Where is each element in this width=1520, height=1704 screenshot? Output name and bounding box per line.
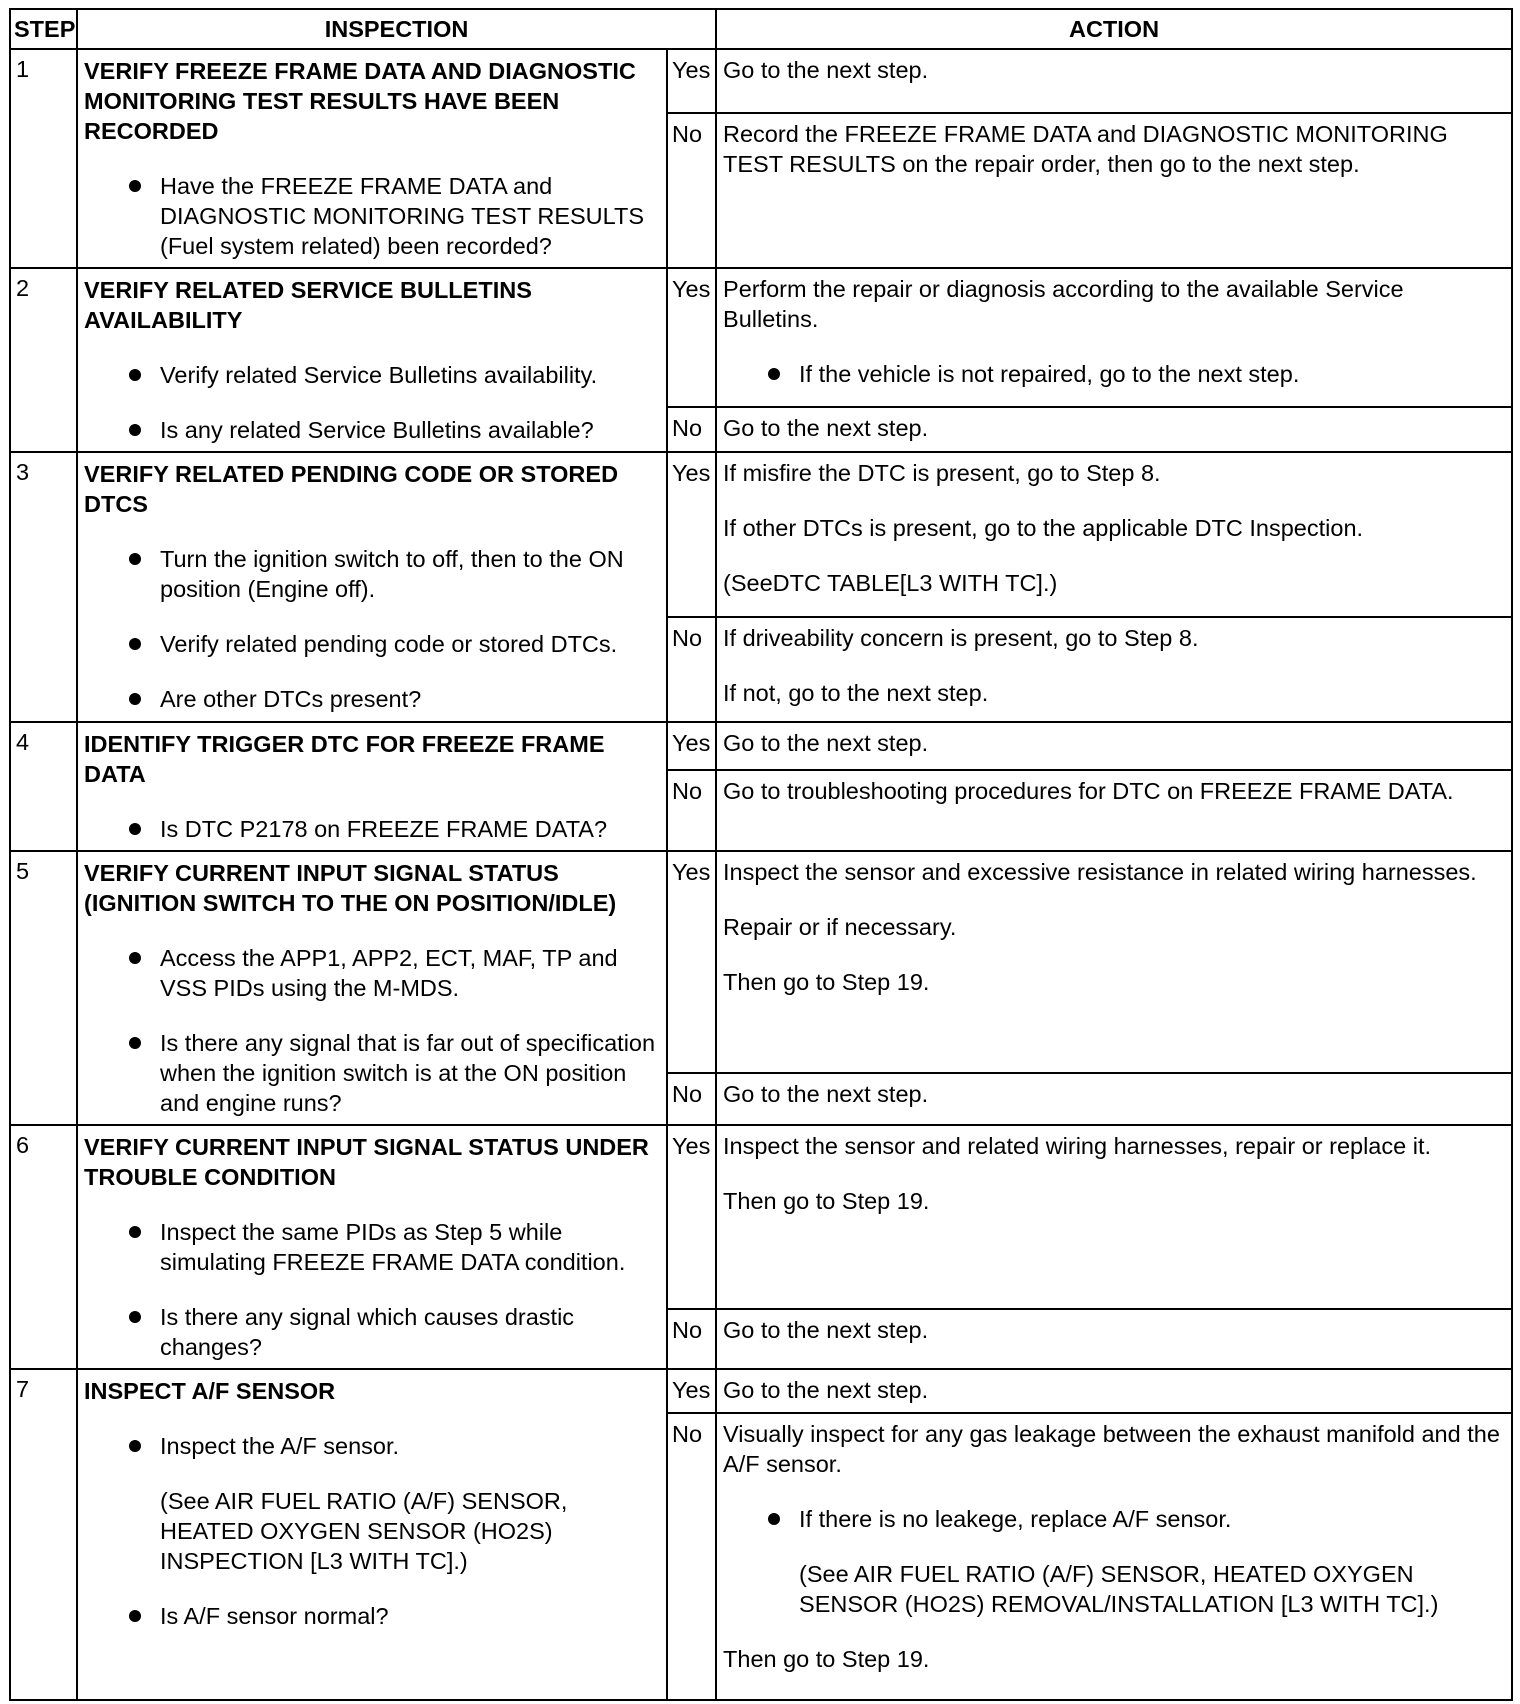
step-3-yes-row xyxy=(10,452,1512,617)
action-text: If misfire the DTC is present, go to Step 8. xyxy=(723,460,1161,486)
inspection-bullet xyxy=(84,1431,660,1576)
yes-label: Yes xyxy=(667,49,716,113)
step-number: 4 xyxy=(10,722,77,851)
no-label: No xyxy=(667,1073,716,1125)
step-inspection xyxy=(77,722,667,851)
no-action xyxy=(716,1413,1512,1700)
yes-label: Yes xyxy=(667,1125,716,1309)
step-title: VERIFY RELATED PENDING CODE OR STORED DTCS xyxy=(84,461,619,517)
yes-action xyxy=(716,722,1512,770)
inspection-bullet: Verify related pending code or stored DTCs. xyxy=(84,629,660,659)
step-6-yes-row xyxy=(10,1125,1512,1309)
header-step: STEP xyxy=(10,9,77,49)
action-text: Inspect the sensor and excessive resistance in related wiring harnesses. xyxy=(723,859,1477,885)
no-label: No xyxy=(667,407,716,452)
no-action xyxy=(716,1309,1512,1369)
step-inspection xyxy=(77,49,667,268)
step-number: 7 xyxy=(10,1369,77,1700)
inspection-bullet: Have the FREEZE FRAME DATA and DIAGNOSTIC MONITORING TEST RESULTS (Fuel system related) been recorded? xyxy=(84,171,660,261)
action-text: Then go to Step 19. xyxy=(723,969,930,995)
action-text: Go to the next step. xyxy=(723,1317,929,1344)
yes-label: Yes xyxy=(667,452,716,617)
table-header-row xyxy=(10,9,1512,49)
no-action xyxy=(716,113,1512,269)
yes-label: Yes xyxy=(667,722,716,770)
step-inspection xyxy=(77,452,667,722)
step-title: VERIFY CURRENT INPUT SIGNAL STATUS (IGNITION SWITCH TO THE ON POSITION/IDLE) xyxy=(84,860,617,916)
no-label: No xyxy=(667,770,716,851)
step-7-yes-row xyxy=(10,1369,1512,1413)
no-action xyxy=(716,770,1512,851)
step-inspection xyxy=(77,851,667,1125)
inspection-bullet: Is there any signal which causes drastic changes? xyxy=(84,1302,660,1362)
step-number: 2 xyxy=(10,268,77,452)
action-bullet: If the vehicle is not repaired, go to the next step. xyxy=(723,359,1505,389)
yes-action xyxy=(716,49,1512,113)
action-text: Then go to Step 19. xyxy=(723,1188,930,1214)
no-label: No xyxy=(667,617,716,722)
step-inspection xyxy=(77,1369,667,1700)
step-2-yes-row xyxy=(10,268,1512,407)
step-title: VERIFY CURRENT INPUT SIGNAL STATUS UNDER TROUBLE CONDITION xyxy=(84,1134,649,1190)
step-5-yes-row xyxy=(10,851,1512,1073)
yes-action xyxy=(716,1369,1512,1413)
reference-note: (See AIR FUEL RATIO (A/F) SENSOR, HEATED OXYGEN SENSOR (HO2S) INSPECTION [L3 WITH TC].) xyxy=(160,1488,568,1574)
no-label: No xyxy=(667,1309,716,1369)
step-title: IDENTIFY TRIGGER DTC FOR FREEZE FRAME DATA xyxy=(84,731,605,787)
action-text: Go to the next step. xyxy=(723,1081,929,1108)
yes-label: Yes xyxy=(667,851,716,1073)
action-text: Visually inspect for any gas leakage between the exhaust manifold and the A/F sensor. xyxy=(723,1421,1500,1477)
step-title: VERIFY RELATED SERVICE BULLETINS AVAILABILITY xyxy=(84,277,532,333)
yes-action xyxy=(716,1125,1512,1309)
yes-action xyxy=(716,452,1512,617)
yes-label: Yes xyxy=(667,268,716,407)
step-title: VERIFY FREEZE FRAME DATA AND DIAGNOSTIC MONITORING TEST RESULTS HAVE BEEN RECORDED xyxy=(84,58,636,144)
inspection-bullet: Are other DTCs present? xyxy=(84,684,660,714)
action-text: Repair or if necessary. xyxy=(723,914,957,940)
step-inspection xyxy=(77,268,667,452)
inspection-bullet: Is any related Service Bulletins available? xyxy=(84,415,660,445)
step-number: 6 xyxy=(10,1125,77,1369)
action-text: Perform the repair or diagnosis according to the available Service Bulletins. xyxy=(723,276,1404,332)
bullet-text: If there is no leakege, replace A/F sensor. xyxy=(799,1506,1232,1532)
action-text: Record the FREEZE FRAME DATA and DIAGNOSTIC MONITORING TEST RESULTS on the repair order, then go to the next step. xyxy=(723,120,1448,177)
inspection-bullet: Verify related Service Bulletins availability. xyxy=(84,360,660,390)
step-number: 5 xyxy=(10,851,77,1125)
inspection-bullet: Is there any signal that is far out of specification when the ignition switch is at the ON position and engine runs? xyxy=(84,1028,660,1118)
action-text: Go to the next step. xyxy=(723,1377,929,1403)
inspection-bullet: Access the APP1, APP2, ECT, MAF, TP and VSS PIDs using the M-MDS. xyxy=(84,943,660,1003)
action-text: (SeeDTC TABLE[L3 WITH TC].) xyxy=(723,570,1058,596)
action-text: Then go to Step 19. xyxy=(723,1646,930,1672)
yes-action xyxy=(716,851,1512,1073)
action-text: Inspect the sensor and related wiring harnesses, repair or replace it. xyxy=(723,1133,1431,1159)
inspection-bullet: Inspect the same PIDs as Step 5 while simulating FREEZE FRAME DATA condition. xyxy=(84,1217,660,1277)
yes-action xyxy=(716,268,1512,407)
no-label: No xyxy=(667,113,716,269)
action-text: If driveability concern is present, go to Step 8. xyxy=(723,625,1199,651)
step-number: 1 xyxy=(10,49,77,268)
inspection-bullet: Turn the ignition switch to off, then to the ON position (Engine off). xyxy=(84,544,660,604)
action-text: Go to the next step. xyxy=(723,415,929,442)
no-label: No xyxy=(667,1413,716,1700)
header-inspection: INSPECTION xyxy=(77,9,716,49)
action-text: Go to troubleshooting procedures for DTC on FREEZE FRAME DATA. xyxy=(723,777,1454,804)
action-bullet xyxy=(723,1504,1505,1619)
action-text: Go to the next step. xyxy=(723,57,929,83)
action-text: If not, go to the next step. xyxy=(723,680,989,706)
reference-note: (See AIR FUEL RATIO (A/F) SENSOR, HEATED OXYGEN SENSOR (HO2S) REMOVAL/INSTALLATION [L3 WITH TC].) xyxy=(799,1561,1439,1617)
step-title: INSPECT A/F SENSOR xyxy=(84,1378,336,1404)
inspection-bullet: Is A/F sensor normal? xyxy=(84,1601,660,1631)
action-text: Go to the next step. xyxy=(723,730,929,756)
no-action xyxy=(716,407,1512,452)
bullet-text: Inspect the A/F sensor. xyxy=(160,1433,400,1459)
no-action xyxy=(716,617,1512,722)
header-action: ACTION xyxy=(716,9,1512,49)
step-4-yes-row xyxy=(10,722,1512,770)
inspection-bullet: Is DTC P2178 on FREEZE FRAME DATA? xyxy=(84,814,660,844)
action-text: If other DTCs is present, go to the applicable DTC Inspection. xyxy=(723,515,1364,541)
step-number: 3 xyxy=(10,452,77,722)
diagnostic-procedure-table xyxy=(9,8,1513,1701)
step-inspection xyxy=(77,1125,667,1369)
yes-label: Yes xyxy=(667,1369,716,1413)
no-action xyxy=(716,1073,1512,1125)
step-1-yes-row xyxy=(10,49,1512,113)
